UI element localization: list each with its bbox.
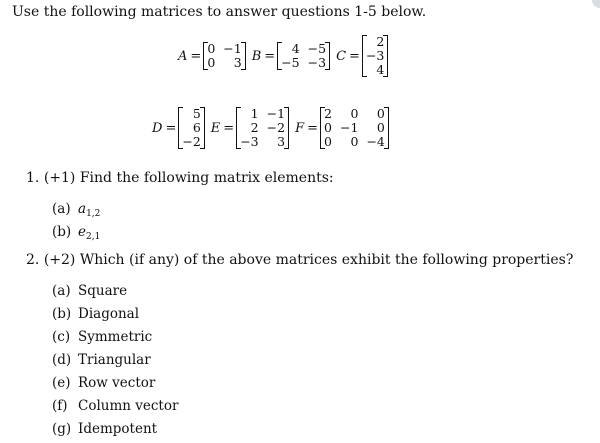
matrix-a — [203, 42, 245, 70]
matrix-cell: 4 — [376, 62, 385, 77]
matrix-b — [277, 42, 330, 70]
matrix-name-c: C — [336, 48, 347, 64]
element-variable: e — [78, 224, 86, 240]
equals-sign: = — [223, 120, 235, 136]
matrix-cell: −3 — [307, 55, 327, 70]
matrix-cell: 0 — [324, 120, 332, 135]
matrix-name-e: E — [210, 120, 221, 136]
matrix-name-a: A — [178, 48, 188, 64]
matrix-cell: 0 — [376, 120, 385, 135]
matrix-cell: 0 — [207, 41, 216, 56]
question-number: 2. — [26, 252, 40, 268]
matrix-cell: −1 — [223, 41, 242, 56]
matrix-name-b: B — [251, 48, 262, 64]
question-2-items — [52, 282, 178, 443]
matrix-f — [320, 107, 389, 149]
list-item — [52, 397, 178, 420]
matrix-cell: −2 — [182, 134, 201, 149]
element-subscript: 1,2 — [86, 209, 101, 219]
matrix-cell: −3 — [365, 48, 385, 63]
element-variable: a — [78, 201, 87, 217]
matrix-cell: 0 — [350, 134, 359, 149]
question-1-items — [52, 200, 100, 246]
matrix-cell: 5 — [192, 106, 201, 121]
list-item — [52, 282, 178, 305]
list-item — [52, 351, 178, 374]
equals-sign: = — [264, 48, 276, 64]
question-points: (+2) — [43, 252, 76, 268]
list-item — [52, 374, 178, 397]
list-item — [52, 223, 100, 246]
item-text: Row vector — [78, 375, 156, 391]
item-text: Idempotent — [78, 421, 158, 437]
matrix-cell: 2 — [324, 106, 332, 121]
item-label: (a) — [52, 201, 71, 217]
matrix-cell: −1 — [340, 120, 359, 135]
item-label: (g) — [52, 421, 72, 437]
matrix-cell: 4 — [291, 41, 300, 56]
matrix-name-d: D — [152, 120, 163, 136]
matrix-name-f: F — [295, 120, 305, 136]
matrix-cell: 1 — [250, 106, 259, 121]
item-label: (d) — [52, 352, 72, 368]
matrix-cell: 0 — [376, 106, 385, 121]
question-2 — [26, 252, 573, 268]
matrix-cell: −5 — [281, 55, 300, 70]
matrix-cell: 3 — [277, 134, 286, 149]
list-item — [52, 305, 178, 328]
matrix-c — [362, 35, 388, 77]
question-points: (+1) — [43, 170, 76, 186]
item-label: (e) — [52, 375, 71, 391]
item-text: Triangular — [78, 352, 151, 368]
matrix-cell: 0 — [324, 134, 332, 149]
item-text: Square — [78, 283, 128, 299]
matrix-cell: 0 — [350, 106, 359, 121]
item-text: Diagonal — [78, 306, 140, 322]
matrix-cell: 2 — [376, 34, 385, 49]
item-label: (b) — [52, 306, 72, 322]
matrix-d — [178, 107, 204, 149]
item-label: (a) — [52, 283, 71, 299]
list-item — [52, 328, 178, 351]
matrix-row-1 — [172, 28, 388, 84]
question-text: Which (if any) of the above matrices exhibit the following properties? — [79, 252, 574, 268]
item-label: (f) — [52, 398, 68, 414]
item-label: (c) — [52, 329, 71, 345]
question-text: Find the following matrix elements: — [79, 170, 334, 186]
equals-sign: = — [349, 48, 360, 64]
matrix-cell: 2 — [250, 120, 259, 135]
item-text: Column vector — [78, 398, 179, 414]
list-item — [52, 200, 100, 223]
matrix-cell: −3 — [240, 134, 259, 149]
matrix-cell: 3 — [233, 55, 242, 70]
element-subscript: 2,1 — [86, 232, 101, 242]
matrix-cell: −4 — [366, 134, 385, 149]
question-number: 1. — [26, 170, 40, 186]
matrix-cell: −2 — [266, 120, 286, 135]
equals-sign: = — [307, 120, 318, 136]
equals-sign: = — [190, 48, 202, 64]
question-1 — [26, 170, 334, 186]
intro-text: Use the following matrices to answer questions 1-5 below. — [12, 4, 427, 20]
matrix-e — [236, 107, 289, 149]
item-label: (b) — [52, 224, 72, 240]
item-text: Symmetric — [78, 329, 153, 345]
matrix-row-2 — [146, 98, 389, 158]
matrix-cell: −5 — [307, 41, 327, 56]
matrix-cell: 6 — [192, 120, 201, 135]
matrix-cell: 0 — [207, 55, 216, 70]
equals-sign: = — [165, 120, 177, 136]
matrix-cell: −1 — [266, 106, 286, 121]
window-corner-button[interactable] — [592, 0, 600, 8]
